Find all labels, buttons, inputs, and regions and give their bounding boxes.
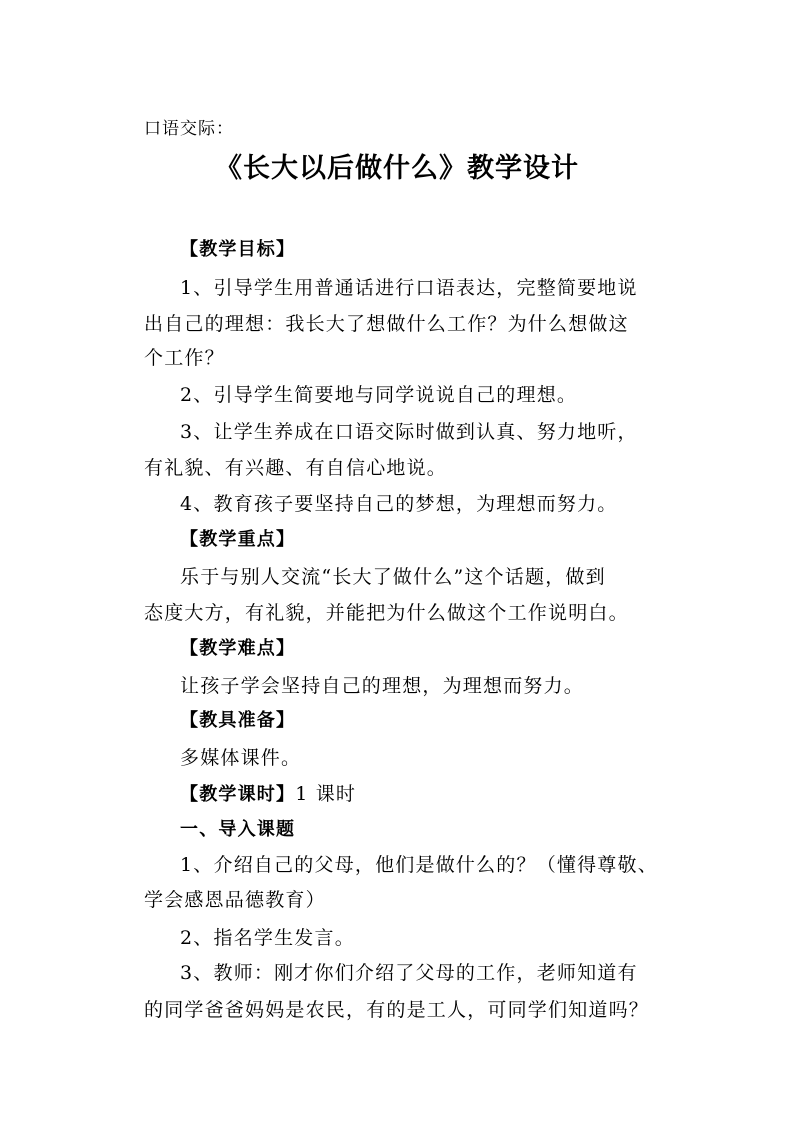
materials-text: 多媒体课件。	[180, 747, 302, 769]
document-subtitle: 口语交际：	[144, 119, 234, 139]
key-points-line-1: 乐于与别人交流“长大了做什么”这个话题，做到	[180, 566, 606, 588]
hours-value: 1 课时	[295, 783, 357, 805]
section-1-item-2: 2、指名学生发言。	[180, 927, 355, 949]
hours-heading: 【教学课时】	[180, 784, 296, 805]
section-1-item-3-line-1: 3、教师：刚才你们介绍了父母的工作，老师知道有	[180, 962, 638, 984]
objective-3-line-2: 有礼貌、有兴趣、有自信心地说。	[144, 457, 448, 479]
materials-heading: 【教具准备】	[180, 710, 296, 731]
section-1-item-1-line-2: 学会感恩品德教育）	[144, 889, 326, 911]
objective-1-line-3: 个工作？	[144, 347, 225, 369]
section-1-item-1-line-1: 1、介绍自己的父母，他们是做什么的？（懂得尊敬、	[180, 854, 658, 876]
objective-2: 2、引导学生简要地与同学说说自己的理想。	[180, 384, 578, 406]
hours-line	[180, 782, 356, 807]
document-title: 《长大以后做什么》教学设计	[215, 153, 579, 184]
key-points-line-2: 态度大方，有礼貌，并能把为什么做这个工作说明白。	[144, 602, 629, 624]
objective-1-line-1: 1、引导学生用普通话进行口语表达，完整简要地说	[180, 277, 638, 299]
objective-3-line-1: 3、让学生养成在口语交际时做到认真、努力地听，	[180, 421, 638, 443]
section-1-item-3-line-2: 的同学爸爸妈妈是农民，有的是工人，可同学们知道吗？	[144, 999, 650, 1021]
key-points-heading: 【教学重点】	[180, 529, 296, 550]
difficulties-heading: 【教学难点】	[180, 638, 296, 659]
objective-1-line-2: 出自己的理想：我长大了想做什么工作？为什么想做这	[144, 313, 629, 335]
difficulties-text: 让孩子学会坚持自己的理想，为理想而努力。	[180, 675, 585, 697]
section-1-heading: 一、导入课题	[180, 819, 296, 840]
objectives-heading: 【教学目标】	[180, 239, 296, 260]
objective-4: 4、教育孩子要坚持自己的梦想，为理想而努力。	[180, 493, 618, 515]
